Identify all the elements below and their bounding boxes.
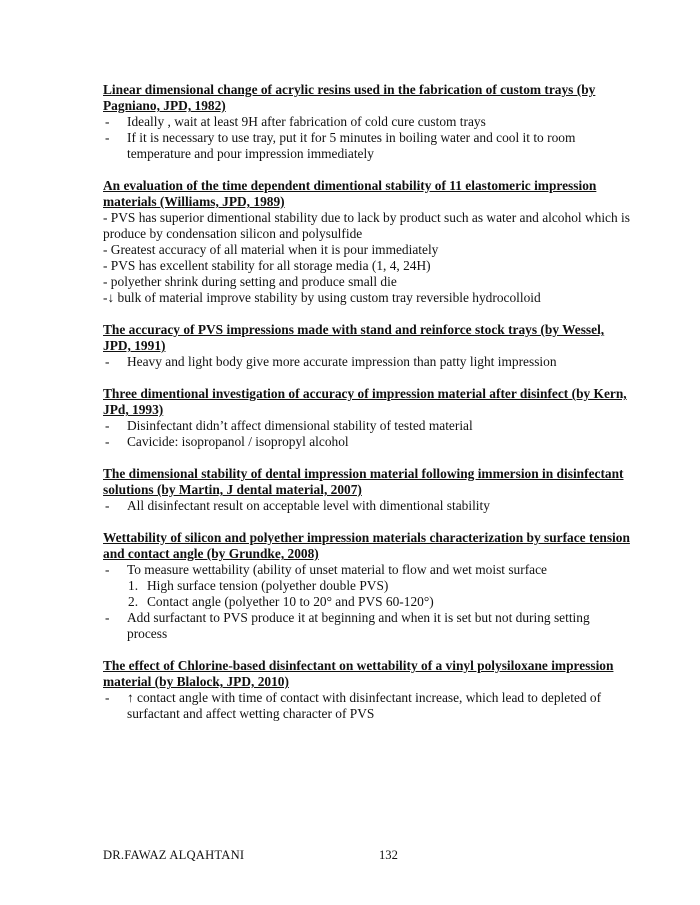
section-heading: The dimensional stability of dental impression material following immersion in disinfectant solutions (by Martin, J dental material, 2007) — [103, 466, 624, 497]
paragraph-line: - Greatest accuracy of all material when it is pour immediately — [103, 242, 439, 257]
section — [103, 658, 633, 722]
bullet-item: - Disinfectant didn’t affect dimensional stability of tested material — [103, 418, 633, 434]
section-heading: Three dimentional investigation of accuracy of impression material after disinfect (by Kern, JPd, 1993) — [103, 386, 627, 417]
paragraph-line: -↓ bulk of material improve stability by using custom tray reversible hydrocolloid — [103, 290, 541, 305]
item-text: Contact angle (polyether 10 to 20° and PVS 60-120°) — [147, 594, 434, 609]
numbered-item — [103, 594, 633, 610]
item-number: 1. — [128, 578, 139, 593]
bullet-item: - ↑ contact angle with time of contact with disinfectant increase, which lead to depleted of surfactant and affect wetting character of PVS — [103, 690, 633, 722]
item-number: 2. — [128, 594, 139, 609]
document-body — [103, 82, 633, 738]
section-heading: Linear dimensional change of acrylic resins used in the fabrication of custom trays (by Pagniano, JPD, 1982) — [103, 82, 596, 113]
section — [103, 386, 633, 450]
bullet-item: - Ideally , wait at least 9H after fabrication of cold cure custom trays — [103, 114, 633, 130]
bullet-item: - Heavy and light body give more accurate impression than patty light impression — [103, 354, 633, 370]
bullet-item: - Add surfactant to PVS produce it at beginning and when it is set but not during setting process — [103, 610, 633, 642]
section — [103, 322, 633, 370]
numbered-item — [103, 578, 633, 594]
paragraph-line: - PVS has excellent stability for all storage media (1, 4, 24H) — [103, 258, 431, 273]
section-heading: The effect of Chlorine-based disinfectant on wettability of a vinyl polysiloxane impression material (by Blalock, JPD, 2010) — [103, 658, 614, 689]
footer-author: DR.FAWAZ ALQAHTANI — [103, 848, 245, 862]
section — [103, 178, 633, 306]
section — [103, 530, 633, 642]
section-heading: The accuracy of PVS impressions made with stand and reinforce stock trays (by Wessel, JPD, 1991) — [103, 322, 605, 353]
paragraph-line: - PVS has superior dimentional stability due to lack by product such as water and alcohol which is produce by condensation silicon and polysulfide — [103, 210, 630, 241]
bullet-item: - All disinfectant result on acceptable level with dimentional stability — [103, 498, 633, 514]
paragraph-line: - polyether shrink during setting and produce small die — [103, 274, 397, 289]
section-heading: An evaluation of the time dependent dimentional stability of 11 elastomeric impression materials (Williams, JPD, 1989) — [103, 178, 597, 209]
bullet-item: - If it is necessary to use tray, put it for 5 minutes in boiling water and cool it to room temperature and pour impression immediately — [103, 130, 633, 162]
section — [103, 466, 633, 514]
bullet-item: - Cavicide: isopropanol / isopropyl alcohol — [103, 434, 633, 450]
item-text: High surface tension (polyether double PVS) — [147, 578, 389, 593]
section-heading: Wettability of silicon and polyether impression materials characterization by surface tension and contact angle (by Grundke, 2008) — [103, 530, 630, 561]
page-number: 132 — [379, 848, 398, 862]
section — [103, 82, 633, 162]
bullet-item: - To measure wettability (ability of unset material to flow and wet moist surface — [103, 562, 633, 578]
